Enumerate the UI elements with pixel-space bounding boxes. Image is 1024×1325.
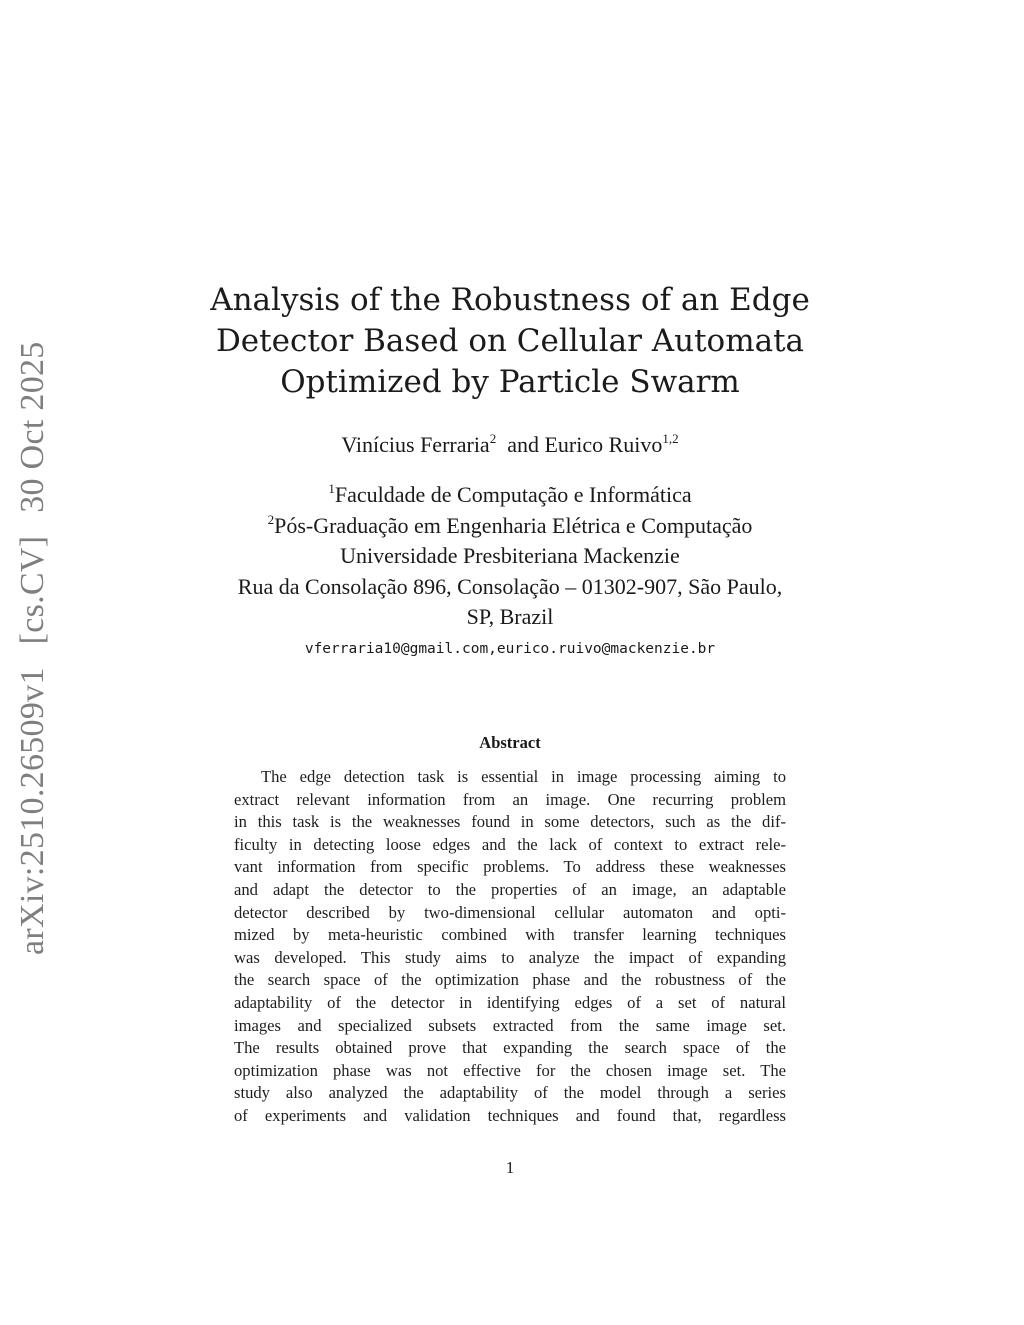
affiliation-text: Pós-Graduação em Engenharia Elétrica e Computação [274,512,753,538]
abstract-line: images and specialized subsets extracted from the same image set. [234,1015,786,1035]
abstract-line: mized by meta-heuristic combined with transfer learning techniques [234,925,786,945]
affiliation-line [180,511,840,542]
affiliation-text: Faculdade de Computação e Informática [334,482,692,507]
title-line: Detector Based on Cellular Automata [215,323,805,359]
author-affiliation-mark: 1,2 [662,431,679,446]
abstract-line: in this task is the weaknesses found in some detectors, such as the dif- [234,812,786,832]
abstract-line: the search space of the optimization phase and the robustness of the [234,970,786,990]
arxiv-date: 30 Oct 2025 [14,341,51,513]
author-name: Vinícius Ferraria [341,432,490,457]
author-joiner: and [507,432,539,457]
affiliations [180,480,840,633]
title-line: Optimized by Particle Swarm [280,364,740,400]
abstract-line: The edge detection task is essential in image processing aiming to [261,767,786,786]
abstract-line: and adapt the detector to the properties of an image, an adaptable [234,879,786,899]
author-list [190,430,830,460]
abstract-line: adaptability of the detector in identifying edges of a set of natural [234,992,786,1012]
address-line: SP, Brazil [466,604,554,629]
abstract-body [234,766,786,1128]
abstract-line: The results obtained prove that expanding the search space of the [234,1038,786,1058]
abstract-line: study also analyzed the adaptability of the model through a series [234,1083,786,1103]
author-affiliation-mark: 2 [489,431,497,446]
title-line: Analysis of the Robustness of an Edge [210,282,810,318]
institution-name: Universidade Presbiteriana Mackenzie [340,543,680,568]
affiliation-mark: 2 [267,511,275,527]
author-name: Eurico Ruivo [544,432,663,457]
page-number: 1 [505,1158,515,1177]
abstract-line: detector described by two-dimensional cellular automaton and opti- [234,902,786,922]
abstract-line: extract relevant information from an image. One recurring problem [234,789,786,809]
abstract-heading: Abstract [479,733,541,752]
abstract-line: of experiments and validation techniques and found that, regardless [234,1105,786,1125]
paper-title [190,280,830,403]
affiliation-line [180,480,840,511]
address-line: Rua da Consolação 896, Consolação – 01302-907, São Paulo, [237,573,783,599]
affiliation-mark: 1 [328,481,335,496]
arxiv-id: arXiv:2510.26509v1 [14,667,51,955]
abstract-line: was developed. This study aims to analyze the impact of expanding [234,947,786,967]
arxiv-identifier-stamp [14,327,52,955]
arxiv-category: [cs.CV] [14,535,51,645]
abstract-line: ficulty in detecting loose edges and the lack of context to extract rele- [234,834,786,854]
abstract-line: optimization phase was not effective for the chosen image set. The [234,1060,786,1080]
author-emails: vferraria10@gmail.com,eurico.ruivo@mackenzie.br [304,641,716,657]
abstract-line: vant information from specific problems. To address these weaknesses [234,857,786,877]
